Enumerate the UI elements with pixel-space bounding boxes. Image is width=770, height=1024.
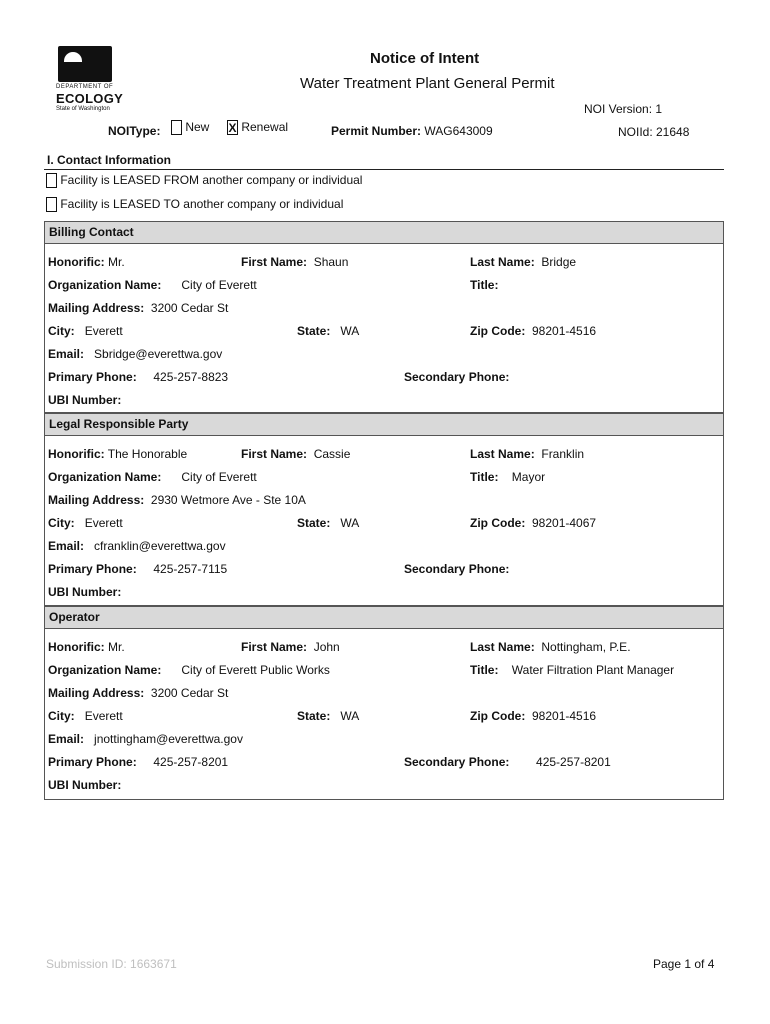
legal-email <box>48 539 226 555</box>
zip-label: Zip Code: <box>470 709 526 723</box>
legal-title <box>470 470 545 486</box>
operator-header <box>45 607 723 629</box>
title-value: Water Filtration Plant Manager <box>511 663 675 677</box>
permit-number <box>331 124 493 138</box>
first-name-label: First Name: <box>241 255 308 269</box>
mailing-label: Mailing Address: <box>48 686 145 700</box>
section-contact-title: I. Contact Information <box>47 153 171 167</box>
billing-primary-phone <box>48 370 228 386</box>
section-divider <box>44 169 724 170</box>
operator-state <box>297 709 359 725</box>
billing-honorific <box>48 255 125 271</box>
legal-honorific <box>48 447 187 463</box>
noi-version: NOI Version: 1 <box>584 102 663 116</box>
last-name-label: Last Name: <box>470 255 535 269</box>
ubi-label: UBI Number: <box>48 778 122 792</box>
new-label: New <box>185 120 210 134</box>
mailing-value: 3200 Cedar St <box>150 301 229 315</box>
operator-city <box>48 709 123 725</box>
renewal-label: Renewal <box>241 120 289 134</box>
noi-type-new <box>171 120 209 135</box>
ubi-label: UBI Number: <box>48 393 122 407</box>
zip-value: 98201-4067 <box>532 516 597 530</box>
leased-to-checkbox[interactable] <box>46 197 57 212</box>
city-value: Everett <box>84 324 123 338</box>
secondary-phone-label: Secondary Phone: <box>404 562 510 576</box>
billing-contact-heading: Billing Contact <box>49 225 134 239</box>
city-label: City: <box>48 324 75 338</box>
leased-from-label: Facility is LEASED FROM another company or individual <box>60 173 363 187</box>
billing-organization <box>48 278 257 294</box>
operator-first-name <box>241 640 340 656</box>
mailing-value: 2930 Wetmore Ave - Ste 10A <box>150 493 306 507</box>
leased-from-option <box>46 173 362 188</box>
last-name-label: Last Name: <box>470 447 535 461</box>
billing-ubi <box>48 393 121 409</box>
billing-first-name <box>241 255 348 271</box>
noi-type-renewal <box>227 120 288 135</box>
primary-phone-label: Primary Phone: <box>48 562 137 576</box>
operator-title <box>470 663 674 679</box>
first-name-value: Shaun <box>313 255 349 269</box>
mailing-label: Mailing Address: <box>48 493 145 507</box>
secondary-phone-value: 425-257-8201 <box>536 755 611 769</box>
permit-number-value: WAG643009 <box>424 124 493 138</box>
first-name-value: Cassie <box>313 447 351 461</box>
zip-label: Zip Code: <box>470 324 526 338</box>
last-name-label: Last Name: <box>470 640 535 654</box>
billing-city <box>48 324 123 340</box>
state-label: State: <box>297 516 331 530</box>
email-value: cfranklin@everettwa.gov <box>94 539 226 553</box>
leased-from-checkbox[interactable] <box>46 173 57 188</box>
zip-value: 98201-4516 <box>532 709 597 723</box>
ecology-logo <box>56 46 124 118</box>
state-label: State: <box>297 324 331 338</box>
operator-primary-phone <box>48 755 228 771</box>
legal-city <box>48 516 123 532</box>
operator-zip <box>470 709 596 725</box>
leased-to-option <box>46 197 343 212</box>
last-name-value: Franklin <box>541 447 585 461</box>
legal-party-heading: Legal Responsible Party <box>49 417 189 431</box>
primary-phone-value: 425-257-8201 <box>153 755 229 769</box>
honorific-label: Honorific: <box>48 640 105 654</box>
logo-state-text: State of Washington <box>56 106 110 112</box>
secondary-phone-label: Secondary Phone: <box>404 755 510 769</box>
billing-contact-header <box>45 222 723 244</box>
honorific-value: The Honorable <box>107 447 188 461</box>
operator-mailing <box>48 686 228 702</box>
billing-email <box>48 347 222 363</box>
ubi-label: UBI Number: <box>48 585 122 599</box>
title-label: Title: <box>470 278 499 292</box>
email-value: Sbridge@everettwa.gov <box>94 347 223 361</box>
operator-honorific <box>48 640 125 656</box>
renewal-checkbox[interactable]: X <box>228 121 237 136</box>
billing-title <box>470 278 508 294</box>
billing-state <box>297 324 359 340</box>
zip-label: Zip Code: <box>470 516 526 530</box>
operator-organization <box>48 663 330 679</box>
first-name-label: First Name: <box>241 640 308 654</box>
honorific-label: Honorific: <box>48 447 105 461</box>
primary-phone-value: 425-257-8823 <box>153 370 229 384</box>
organization-value: City of Everett <box>181 470 257 484</box>
billing-secondary-phone <box>404 370 509 386</box>
operator-last-name <box>470 640 631 656</box>
permit-number-label: Permit Number: <box>331 124 422 138</box>
operator-secondary-phone <box>404 755 611 771</box>
page-number: Page 1 of 4 <box>653 957 715 971</box>
city-label: City: <box>48 516 75 530</box>
email-label: Email: <box>48 347 85 361</box>
legal-secondary-phone <box>404 562 509 578</box>
honorific-label: Honorific: <box>48 255 105 269</box>
leased-to-label: Facility is LEASED TO another company or individual <box>60 197 344 211</box>
billing-zip <box>470 324 596 340</box>
city-value: Everett <box>84 709 123 723</box>
noi-id: NOIId: 21648 <box>618 125 690 139</box>
organization-label: Organization Name: <box>48 278 162 292</box>
primary-phone-value: 425-257-7115 <box>153 562 228 576</box>
legal-mailing <box>48 493 306 509</box>
legal-zip <box>470 516 596 532</box>
secondary-phone-label: Secondary Phone: <box>404 370 510 384</box>
primary-phone-label: Primary Phone: <box>48 755 137 769</box>
mailing-value: 3200 Cedar St <box>150 686 229 700</box>
organization-label: Organization Name: <box>48 663 162 677</box>
organization-value: City of Everett Public Works <box>181 663 330 677</box>
submission-id: Submission ID: 1663671 <box>46 957 177 971</box>
email-label: Email: <box>48 539 85 553</box>
billing-mailing <box>48 301 228 317</box>
billing-last-name <box>470 255 576 271</box>
city-label: City: <box>48 709 75 723</box>
first-name-value: John <box>313 640 340 654</box>
organization-value: City of Everett <box>181 278 257 292</box>
first-name-label: First Name: <box>241 447 308 461</box>
logo-department-text: DEPARTMENT OF <box>56 84 114 90</box>
primary-phone-label: Primary Phone: <box>48 370 137 384</box>
noi-type-label: NOIType: <box>108 124 161 138</box>
last-name-value: Bridge <box>541 255 577 269</box>
state-label: State: <box>297 709 331 723</box>
city-value: Everett <box>84 516 123 530</box>
honorific-value: Mr. <box>108 640 125 654</box>
operator-email <box>48 732 243 748</box>
page-subtitle: Water Treatment Plant General Permit <box>300 75 555 92</box>
page-title: Notice of Intent <box>370 50 480 67</box>
legal-party-header <box>45 414 723 436</box>
legal-primary-phone <box>48 562 227 578</box>
honorific-value: Mr. <box>108 255 125 269</box>
legal-first-name <box>241 447 350 463</box>
organization-label: Organization Name: <box>48 470 162 484</box>
state-value: WA <box>340 516 360 530</box>
zip-value: 98201-4516 <box>532 324 597 338</box>
operator-ubi <box>48 778 121 794</box>
operator-heading: Operator <box>49 610 100 624</box>
billing-contact-panel <box>44 221 724 413</box>
mailing-label: Mailing Address: <box>48 301 145 315</box>
legal-state <box>297 516 359 532</box>
logo-ecology-text: ECOLOGY <box>56 91 124 106</box>
state-value: WA <box>340 709 360 723</box>
washington-logo-icon <box>58 46 112 82</box>
new-checkbox[interactable] <box>171 120 182 135</box>
last-name-value: Nottingham, P.E. <box>541 640 631 654</box>
legal-party-panel <box>44 413 724 606</box>
legal-ubi <box>48 585 121 601</box>
title-label: Title: <box>470 470 499 484</box>
email-value: jnottingham@everettwa.gov <box>94 732 243 746</box>
legal-last-name <box>470 447 584 463</box>
operator-panel <box>44 606 724 800</box>
title-value: Mayor <box>511 470 546 484</box>
state-value: WA <box>340 324 360 338</box>
legal-organization <box>48 470 257 486</box>
email-label: Email: <box>48 732 85 746</box>
title-label: Title: <box>470 663 499 677</box>
